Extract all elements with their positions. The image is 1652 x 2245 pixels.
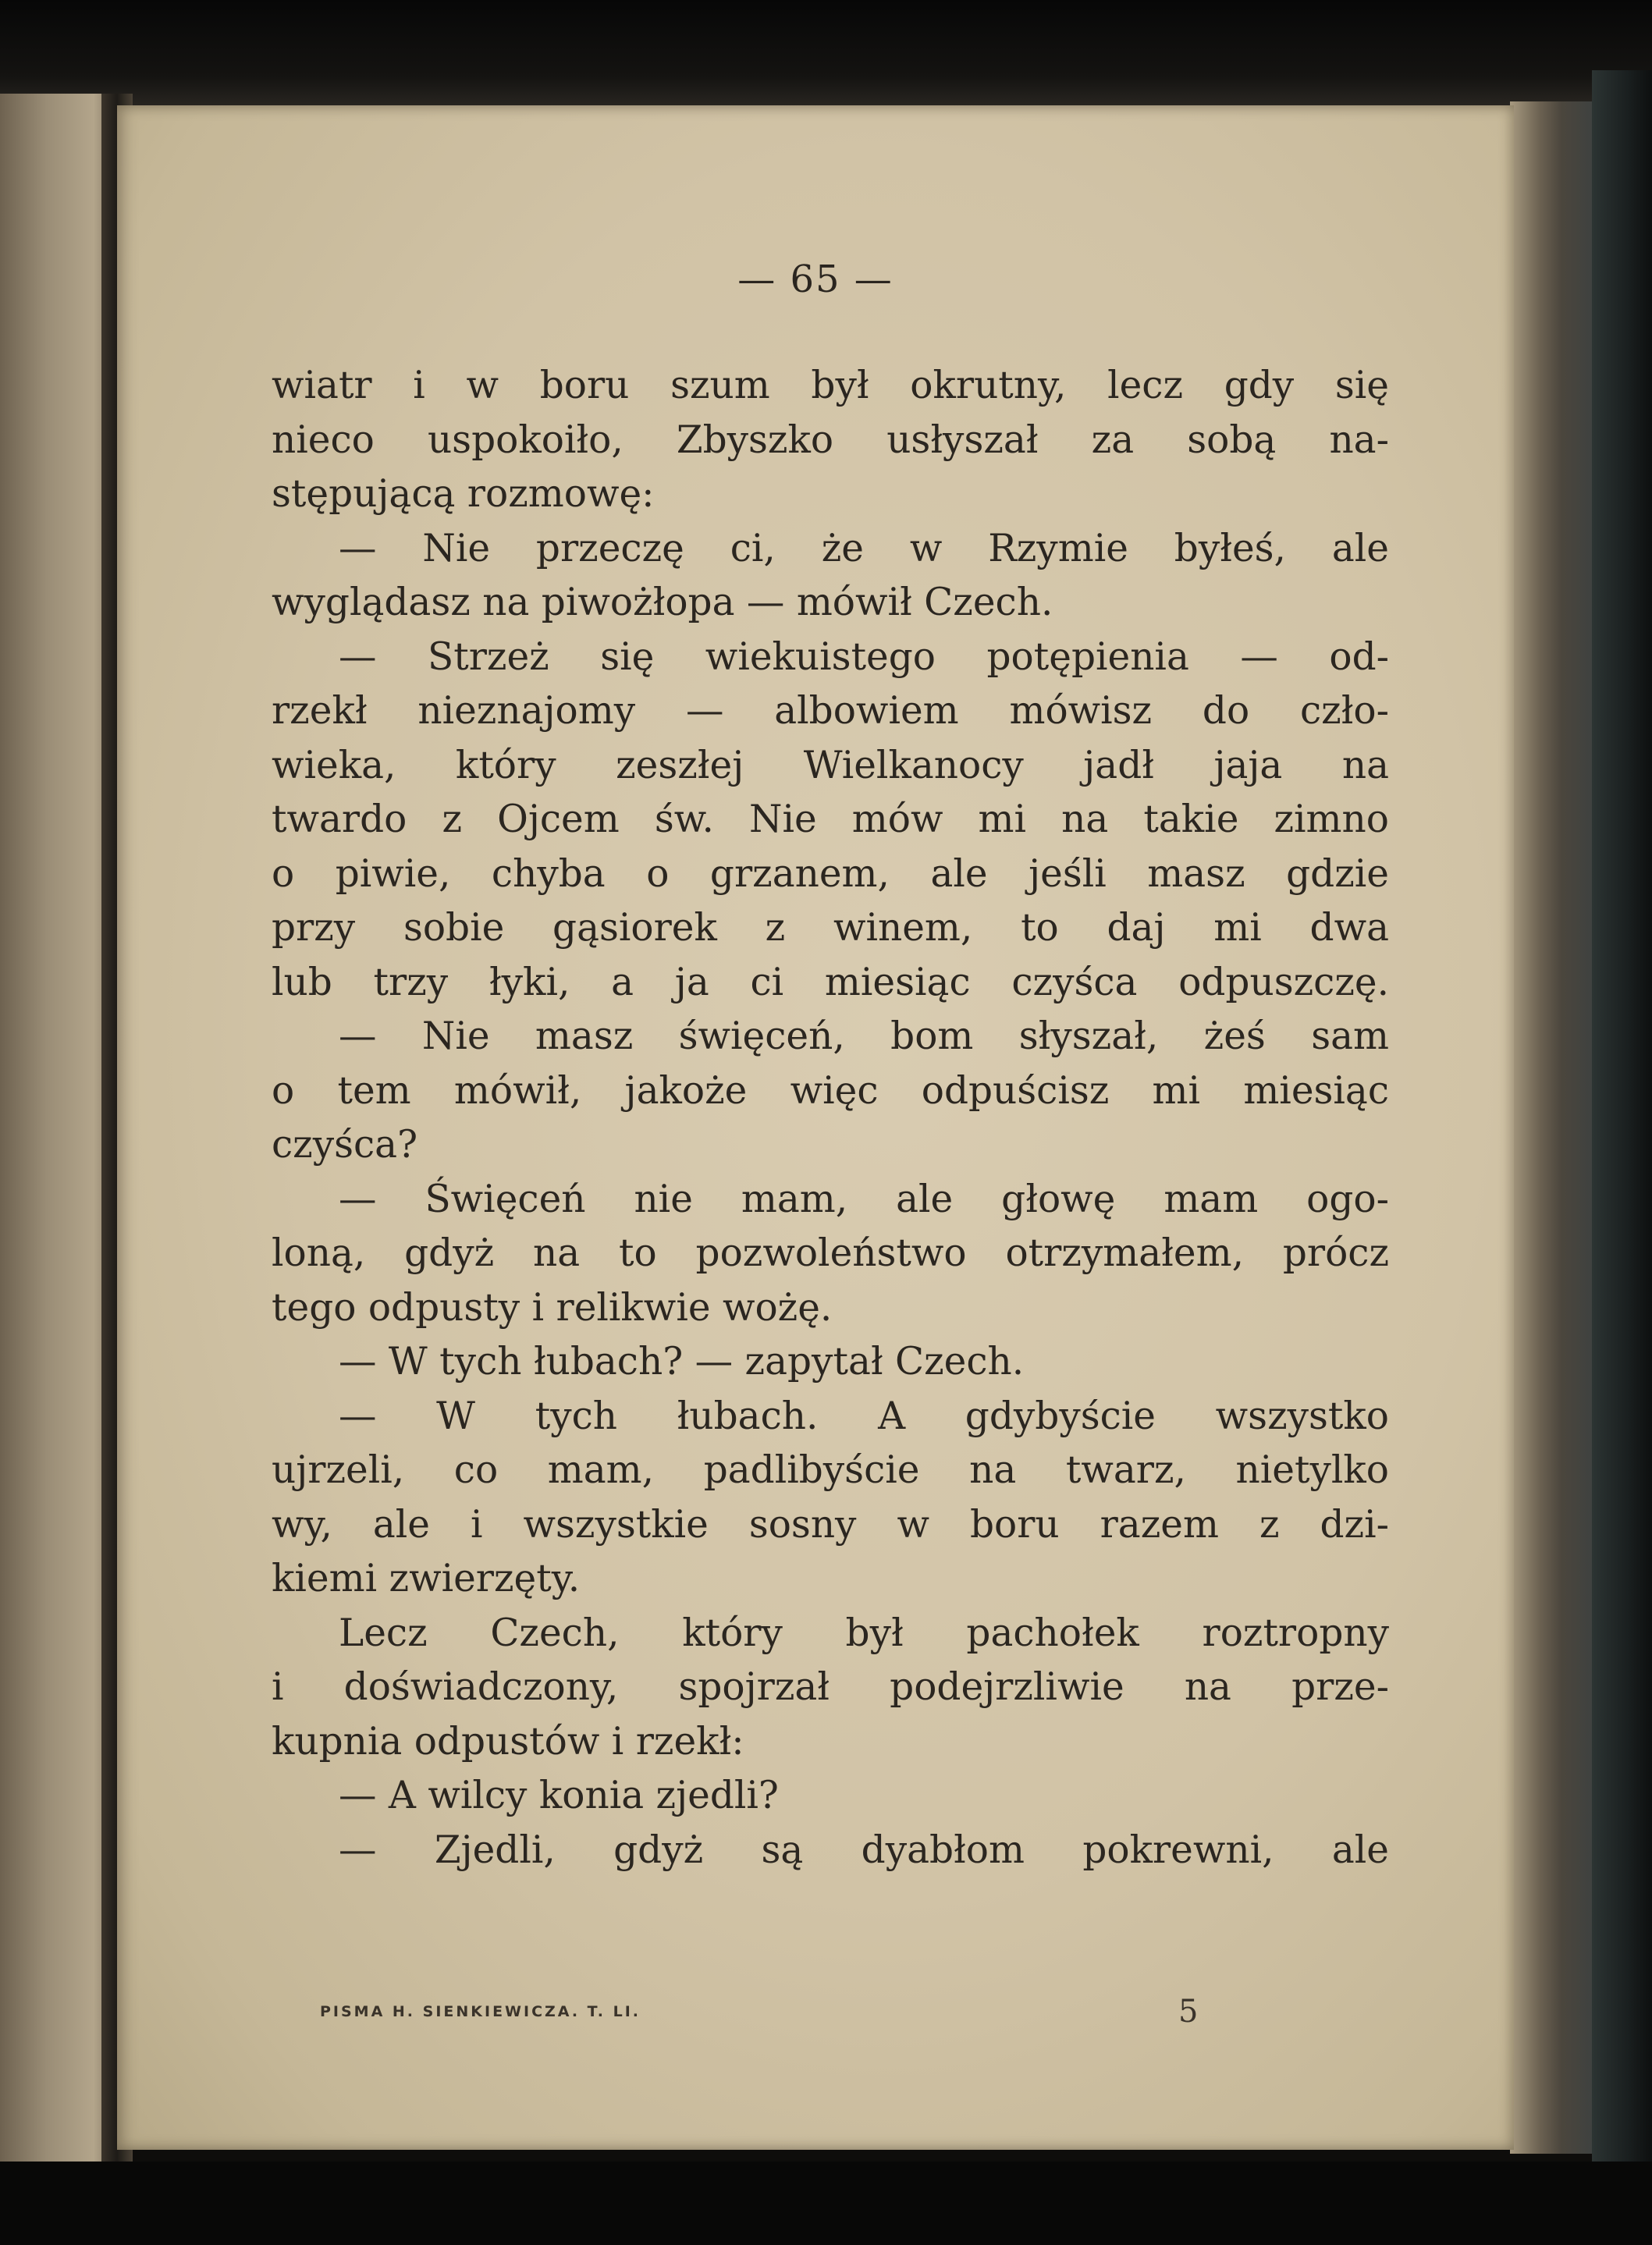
text-line: — A wilcy konia zjedli? <box>339 1774 779 1817</box>
signature-mark: PISMA H. SIENKIEWICZA. T. LI. <box>320 2003 641 2020</box>
book-cover-edge <box>1592 70 1652 2193</box>
text-line: ujrzeli, co mam, padlibyście na twarz, nietylko <box>272 1448 1389 1492</box>
text-line: — Nie masz święceń, bom słyszał, żeś sam <box>339 1014 1389 1058</box>
facing-page-edge <box>0 94 117 2177</box>
text-line: przy sobie gąsiorek z winem, to daj mi dwa <box>272 906 1389 950</box>
text-line: o piwie, chyba o grzanem, ale jeśli masz gdzie <box>272 851 1389 896</box>
scan-background-bottom <box>0 2162 1652 2245</box>
text-line: wyglądasz na piwożłopa — mówił Czech. <box>272 581 1053 624</box>
text-line: wieka, który zeszłej Wielkanocy jadł jaja na <box>272 743 1389 787</box>
text-line: — W tych łubach? — zapytał Czech. <box>339 1340 1025 1384</box>
text-line: — W tych łubach. A gdybyście wszystko <box>339 1394 1389 1438</box>
text-line: nieco uspokoiło, Zbyszko usłyszał za sobą na- <box>272 417 1389 462</box>
text-line: twardo z Ojcem św. Nie mów mi na takie zimno <box>272 797 1389 841</box>
text-line: — Nie przeczę ci, że w Rzymie byłeś, ale <box>339 526 1389 570</box>
text-line: wiatr i w boru szum był okrutny, lecz gdy się <box>272 364 1389 407</box>
text-line: o tem mówił, jakoże więc odpuścisz mi miesiąc <box>272 1068 1389 1113</box>
book-page <box>117 105 1514 2150</box>
text-line: kupnia odpustów i rzekł: <box>272 1719 744 1764</box>
text-line: — Zjedli, gdyż są dyabłom pokrewni, ale <box>339 1828 1389 1872</box>
text-line: — Święceń nie mam, ale głowę mam ogo- <box>339 1177 1389 1221</box>
text-line: tego odpusty i relikwie wożę. <box>272 1285 833 1330</box>
text-line: i doświadczony, spojrzał podejrzliwie na prze- <box>272 1665 1389 1709</box>
page-edge-right <box>1510 101 1596 2154</box>
sheet-number: 5 <box>1178 1994 1199 2030</box>
text-line: kiemi zwierzęty. <box>272 1557 581 1600</box>
page-text-block <box>272 359 1389 1877</box>
text-line: rzekł nieznajomy — albowiem mówisz do czło- <box>272 689 1389 733</box>
text-line: czyśca? <box>272 1123 418 1167</box>
scan-background-top <box>0 0 1652 109</box>
text-line: loną, gdyż na to pozwoleństwo otrzymałem, prócz <box>272 1231 1389 1275</box>
text-line: lub trzy łyki, a ja ci miesiąc czyśca odpuszczę. <box>272 960 1389 1004</box>
page-number: — 65 — <box>737 258 894 301</box>
text-line: stępującą rozmowę: <box>272 472 655 516</box>
text-line: Lecz Czech, który był pachołek roztropny <box>339 1611 1389 1655</box>
text-line: — Strzeż się wiekuistego potępienia — od- <box>339 634 1389 679</box>
text-line: wy, ale i wszystkie sosny w boru razem z dzi- <box>272 1502 1389 1547</box>
